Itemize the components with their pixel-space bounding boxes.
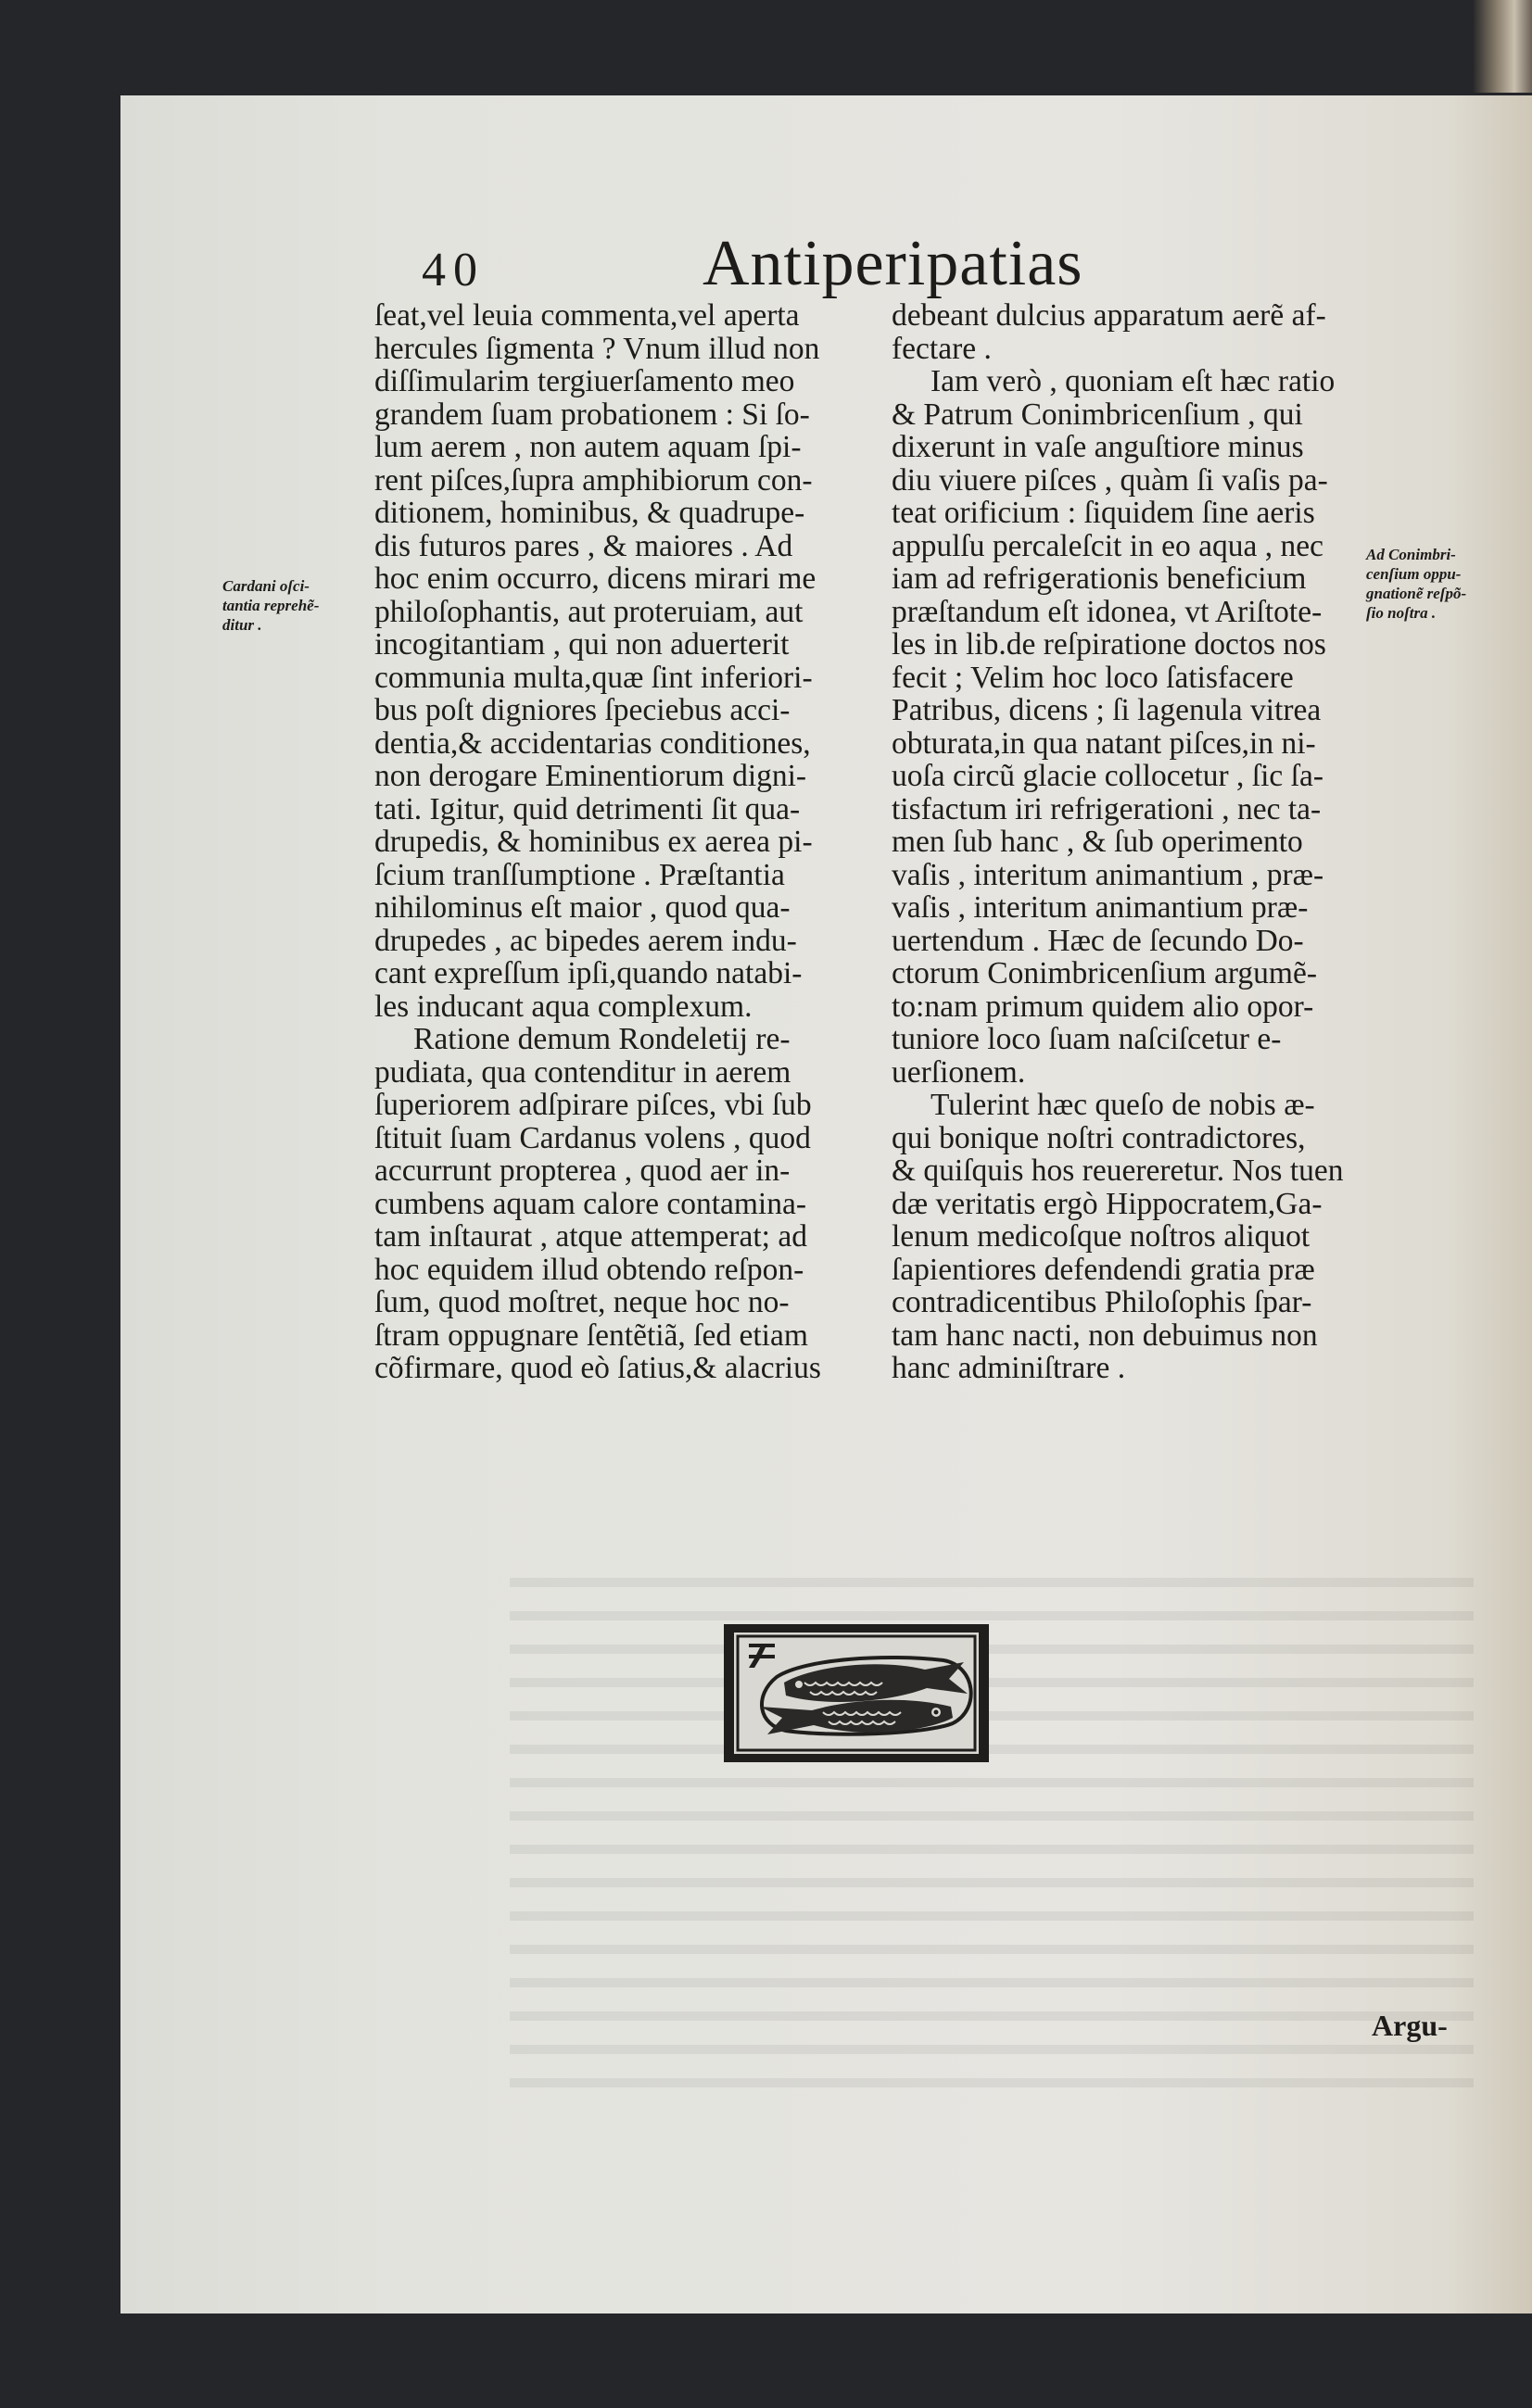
text-line: uerſionem. xyxy=(892,1054,1026,1090)
text-line: cumbens aquam calore contamina- xyxy=(374,1186,807,1221)
text-line: dixerunt in vaſe anguſtiore minus xyxy=(892,430,1304,464)
text-line: obturata,in qua natant piſces,in ni- xyxy=(892,725,1316,761)
text-line: Tulerint hæc queſo de nobis æ- xyxy=(931,1088,1315,1122)
text-line: diu viuere piſces , quàm ſi vaſis pa- xyxy=(892,462,1328,498)
text-line: rent piſces,ſupra amphibiorum con- xyxy=(374,462,813,498)
running-title: Antiperipatias xyxy=(703,228,1083,299)
text-line: ſum, quod moſtret, neque hoc no- xyxy=(374,1285,790,1319)
text-line: cõfirmare, quod eò ſatius,& alacrius xyxy=(374,1351,821,1385)
text-line: præſtandum eſt idonea, vt Ariſtote- xyxy=(892,594,1323,629)
text-line: & quiſquis hos reuereretur. Nos tuen xyxy=(892,1154,1344,1188)
text-line: tuniore loco ſuam naſciſcetur e- xyxy=(892,1022,1282,1056)
text-line: qui bonique noſtri contradictores, xyxy=(892,1120,1306,1155)
text-line: vaſis , interitum animantium præ- xyxy=(892,890,1309,925)
text-line: contradicentibus Philoſophis ſpar- xyxy=(892,1285,1312,1319)
text-line: dæ veritatis ergò Hippocratem,Ga- xyxy=(892,1186,1323,1221)
text-line: Iam verò , quoniam eſt hæc ratio xyxy=(931,364,1336,398)
side-note-line: ſio noſtra . xyxy=(1366,604,1437,622)
text-line: cant expreſſum ipſi,quando natabi- xyxy=(374,956,803,990)
text-line: & Patrum Conimbricenſium , qui xyxy=(892,397,1303,432)
text-line: uoſa circũ glacie collocetur , ſic ſa- xyxy=(892,759,1323,793)
text-line: hoc equidem illud obtendo reſpon- xyxy=(374,1252,804,1287)
page-number: 40 xyxy=(422,244,485,296)
text-column-left xyxy=(374,299,838,1385)
text-line: appulſu percaleſcit in eo aqua , nec xyxy=(892,528,1323,563)
side-note-line: gnationẽ reſpõ- xyxy=(1366,585,1467,602)
text-line: grandem ſuam probationem : Si ſo- xyxy=(374,397,810,432)
text-line: hanc adminiſtrare . xyxy=(892,1351,1126,1385)
text-line: incogitantiam , qui non aduerterit xyxy=(374,627,790,662)
text-column-right xyxy=(892,299,1364,1385)
text-line: lum aerem , non autem aquam ſpi- xyxy=(374,430,802,464)
text-line: accurrunt propterea , quod aer in- xyxy=(374,1154,791,1188)
text-line: philoſophantis, aut proteruiam, aut xyxy=(374,594,804,629)
text-line: drupedes , ac bipedes aerem indu- xyxy=(374,923,797,958)
side-note-line: tantia reprehẽ- xyxy=(222,597,320,614)
text-line: ſuperiorem adſpirare piſces, vbi ſub xyxy=(374,1088,812,1122)
text-line: vaſis , interitum animantium , præ- xyxy=(892,857,1324,892)
text-line: pudiata, qua contenditur in aerem xyxy=(374,1054,791,1090)
text-line: tam inſtaurat , atque attemperat; ad xyxy=(374,1219,807,1254)
text-line: lenum medicoſque noſtros aliquot xyxy=(892,1219,1310,1254)
text-line: non derogare Eminentiorum digni- xyxy=(374,759,807,793)
catchword: Argu- xyxy=(1372,2009,1448,2042)
text-line: communia multa,quæ ſint inferiori- xyxy=(374,660,813,695)
text-line: dis futuros pares , & maiores . Ad xyxy=(374,528,793,563)
side-note-line: Cardani oſci- xyxy=(222,577,310,595)
pisces-woodcut-icon xyxy=(721,1621,992,1765)
text-line: to:nam primum quidem alio opor- xyxy=(892,989,1314,1024)
side-note-right xyxy=(1366,545,1466,623)
text-line: diſſimularim tergiuerſamento meo xyxy=(374,364,795,398)
side-note-line: Ad Conimbri- xyxy=(1366,546,1456,563)
text-line: teat orificium : ſiquidem ſine aeris xyxy=(892,496,1315,530)
text-line: debeant dulcius apparatum aerẽ af- xyxy=(892,298,1326,333)
text-line: ditionem, hominibus, & quadrupe- xyxy=(374,496,805,530)
text-line: les inducant aqua complexum. xyxy=(374,989,753,1024)
text-line: les in lib.de reſpiratione doctos nos xyxy=(892,627,1326,662)
text-line: Patribus, dicens ; ſi lagenula vitrea xyxy=(892,693,1322,727)
text-line: ſcium tranſſumptione . Præſtantia xyxy=(374,857,785,892)
text-line: nihilominus eſt maior , quod qua- xyxy=(374,890,791,925)
text-line: men ſub hanc , & ſub operimento xyxy=(892,825,1303,859)
text-line: iam ad refrigerationis beneficium xyxy=(892,561,1307,596)
text-line: uertendum . Hæc de ſecundo Do- xyxy=(892,923,1304,958)
book-spine-edge xyxy=(1474,0,1532,93)
side-note-line: ditur . xyxy=(222,616,262,634)
text-line: tam hanc nacti, non debuimus non xyxy=(892,1317,1318,1353)
text-line: ſeat,vel leuia commenta,vel aperta xyxy=(374,298,800,333)
text-line: drupedis, & hominibus ex aerea pi- xyxy=(374,825,813,859)
text-line: ſapientiores defendendi gratia præ xyxy=(892,1252,1315,1287)
text-line: tisfactum iri refrigerationi , nec ta- xyxy=(892,791,1322,826)
text-line: ſtram oppugnare ſentẽtiã, ſed etiam xyxy=(374,1317,808,1353)
text-line: bus poſt digniores ſpeciebus acci- xyxy=(374,693,791,727)
text-line: fecit ; Velim hoc loco ſatisfacere xyxy=(892,660,1294,695)
show-through-texture xyxy=(510,1578,1474,2097)
text-line: ctorum Conimbricenſium argumẽ- xyxy=(892,956,1317,990)
text-line: ſtituit ſuam Cardanus volens , quod xyxy=(374,1120,811,1155)
text-line: hercules ſigmenta ? Vnum illud non xyxy=(374,331,820,366)
text-line: dentia,& accidentarias conditiones, xyxy=(374,725,811,761)
text-line: Ratione demum Rondeletij re- xyxy=(413,1022,791,1056)
text-line: tati. Igitur, quid detrimenti ſit qua- xyxy=(374,791,801,826)
text-line: fectare . xyxy=(892,331,992,366)
side-note-left xyxy=(222,576,319,635)
text-line: hoc enim occurro, dicens mirari me xyxy=(374,561,817,596)
side-note-line: cenſium oppu- xyxy=(1366,565,1462,583)
